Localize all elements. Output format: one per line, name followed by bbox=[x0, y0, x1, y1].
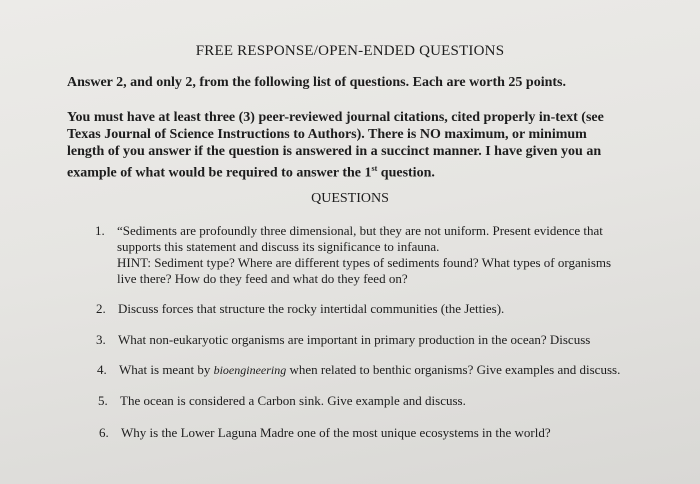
question-text bbox=[119, 362, 639, 378]
question-text: Discuss forces that structure the rocky intertidal communities (the Jetties). bbox=[118, 301, 505, 316]
question-number: 5. bbox=[98, 393, 108, 408]
question-text-end: when related to benthic organisms? Give examples and discuss. bbox=[286, 362, 621, 377]
italic-term: bioengineering bbox=[213, 363, 287, 377]
question-number: 2. bbox=[96, 301, 106, 316]
question-item bbox=[97, 362, 639, 378]
question-number: 1. bbox=[95, 223, 105, 238]
question-hint: HINT: Sediment type? Where are different types of sediments found? What types of organisms live there? How do they feed and what do they feed on? bbox=[117, 255, 612, 286]
question-item bbox=[99, 425, 641, 441]
citation-text: You must have at least three (3) peer-reviewed journal citations, cited properly in-text (see Texas Journal of Science Instructions to Authors). There is NO maximum, or minimum length of you answer if the question is answered in a succinct manner. I have given you an example of what would be required to answer the 1 bbox=[67, 110, 604, 181]
question-number: 6. bbox=[99, 425, 109, 440]
question-number: 4. bbox=[97, 362, 107, 377]
question-text-start: What is meant by bbox=[119, 362, 214, 377]
question-item bbox=[95, 223, 617, 287]
citation-text-end: question. bbox=[377, 165, 435, 181]
question-item bbox=[96, 301, 618, 317]
question-text: “Sediments are profoundly three dimensional, but they are not uniform. Present evidence that supports this statement and discuss its significance to infauna. bbox=[117, 223, 603, 254]
question-number: 3. bbox=[96, 332, 106, 347]
question-item bbox=[98, 393, 640, 409]
question-item bbox=[96, 332, 638, 348]
ordinal-suffix: st bbox=[371, 164, 378, 173]
question-text: Why is the Lower Laguna Madre one of the most unique ecosystems in the world? bbox=[121, 425, 551, 440]
question-text: What non-eukaryotic organisms are important in primary production in the ocean? Discuss bbox=[118, 332, 591, 347]
citation-requirements bbox=[67, 109, 627, 182]
questions-heading: QUESTIONS bbox=[311, 191, 389, 206]
question-text: The ocean is considered a Carbon sink. Give example and discuss. bbox=[120, 393, 466, 408]
instructions-intro: Answer 2, and only 2, from the following list of questions. Each are worth 25 points. bbox=[67, 75, 566, 90]
page-title: FREE RESPONSE/OPEN-ENDED QUESTIONS bbox=[195, 43, 505, 59]
